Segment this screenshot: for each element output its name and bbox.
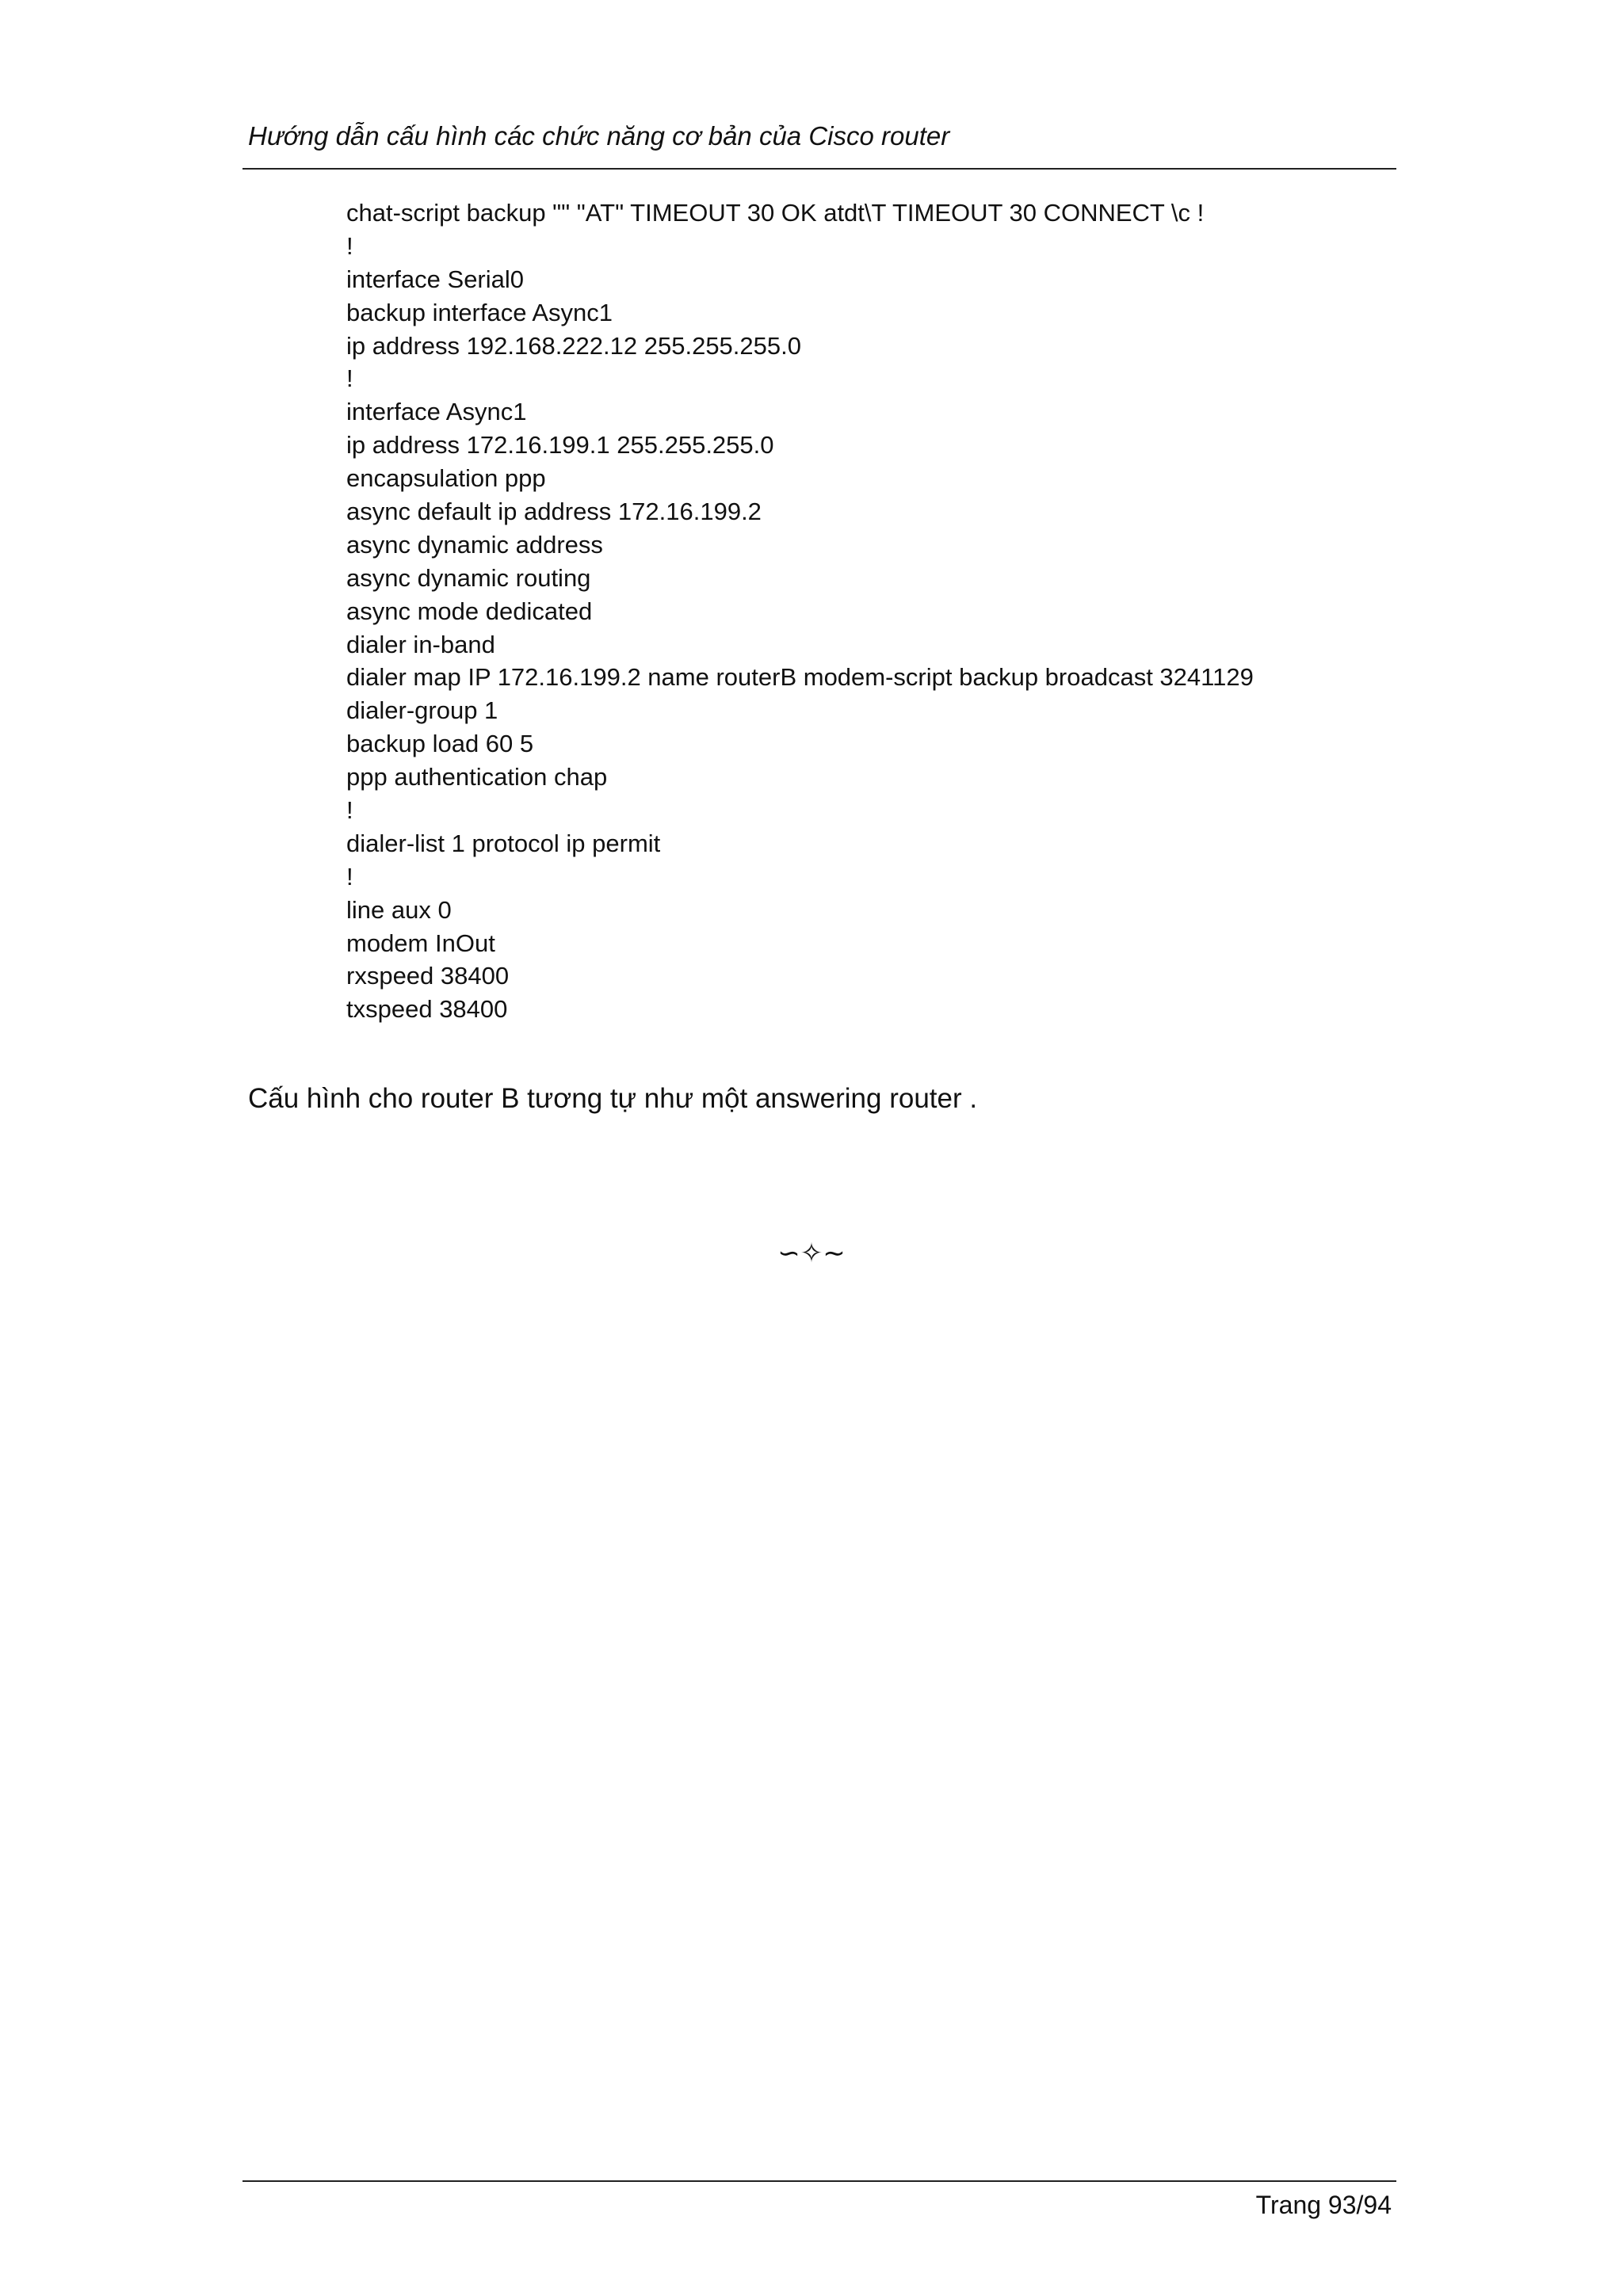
code-line: dialer map IP 172.16.199.2 name routerB modem-script backup broadcast 3241129 — [346, 663, 1254, 692]
code-line: async dynamic address — [346, 530, 603, 559]
code-line: line aux 0 — [346, 895, 452, 924]
code-line: ip address 192.168.222.12 255.255.255.0 — [346, 331, 801, 360]
code-line: ! — [346, 796, 353, 825]
code-line: modem InOut — [346, 929, 495, 957]
code-line: ppp authentication chap — [346, 763, 608, 791]
code-line: encapsulation ppp — [346, 464, 546, 493]
fleuron-ornament-icon: ∽✧∼ — [777, 1238, 846, 1269]
code-line: ip address 172.16.199.1 255.255.255.0 — [346, 431, 774, 460]
page-number: Trang 93/94 — [1255, 2191, 1392, 2219]
code-line: async dynamic routing — [346, 563, 591, 592]
code-line: chat-script backup "" "AT" TIMEOUT 30 OK atdt\T TIMEOUT 30 CONNECT \c ! — [346, 199, 1205, 227]
code-line: ! — [346, 862, 353, 891]
body-paragraph: Cấu hình cho router B tương tự như một answering router . — [248, 1083, 978, 1114]
code-line: interface Async1 — [346, 398, 527, 426]
code-line: ! — [346, 364, 353, 393]
config-code-block — [346, 196, 1254, 1026]
code-line: ! — [346, 231, 353, 260]
code-line: async default ip address 172.16.199.2 — [346, 498, 762, 526]
code-line: dialer-group 1 — [346, 696, 498, 725]
code-line: rxspeed 38400 — [346, 962, 510, 990]
page-header-title: Hướng dẫn cấu hình các chức năng cơ bản của Cisco router — [248, 121, 950, 151]
code-line: interface Serial0 — [346, 265, 525, 293]
code-line: backup interface Async1 — [346, 298, 613, 326]
header-divider — [242, 168, 1396, 170]
code-line: dialer-list 1 protocol ip permit — [346, 829, 661, 857]
footer-divider — [242, 2180, 1396, 2182]
code-line: backup load 60 5 — [346, 730, 534, 758]
code-line: txspeed 38400 — [346, 995, 508, 1024]
code-line: dialer in-band — [346, 630, 495, 658]
code-line: async mode dedicated — [346, 597, 593, 625]
